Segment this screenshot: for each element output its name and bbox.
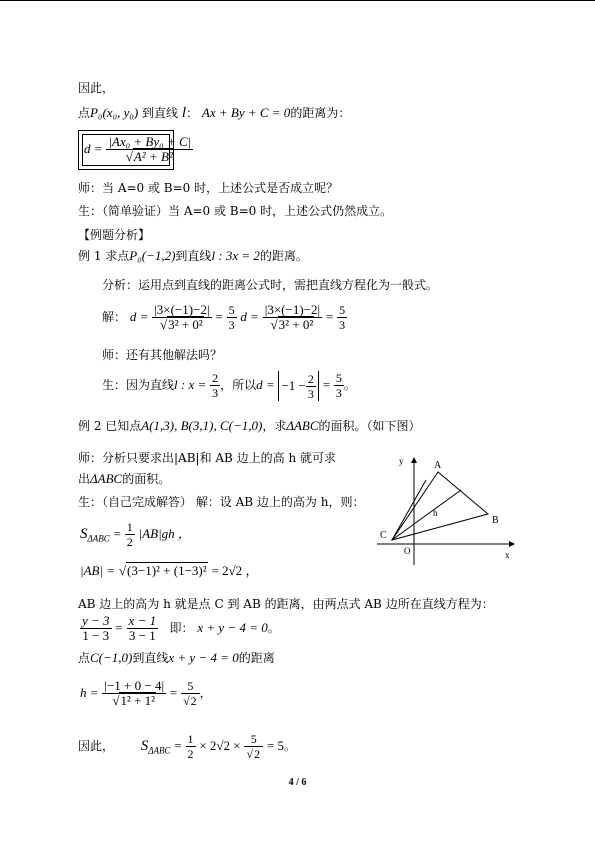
therefore-text: 因此，: [78, 81, 115, 95]
area-half-den: 2: [126, 535, 133, 549]
ex2-points: A(1,3), B(3,1), C(−1,0): [141, 418, 263, 433]
distance-formula: [84, 134, 193, 164]
sol1b-denominator: 3² + 0²: [278, 317, 314, 332]
alt-d: d =: [256, 377, 275, 392]
formula-denominator: A² + B²: [133, 149, 173, 164]
distance-is: 的距离为：: [290, 106, 351, 120]
alt-frac-den: 3: [212, 386, 219, 400]
point-p0: P₀(x₀, y₀): [90, 105, 139, 120]
final-equals: =: [174, 738, 182, 753]
ta2-suffix: 的面积。: [122, 472, 171, 486]
so-text: ，所以: [220, 378, 257, 392]
triangle-figure: [372, 450, 522, 570]
h-res-num: 5: [181, 679, 200, 694]
solution-label: 解：: [102, 310, 127, 324]
final-end: = 5: [266, 738, 284, 753]
area-formula: [80, 518, 191, 554]
tp-num-left: y − 3: [82, 613, 110, 628]
sol1b-numerator: |3×(−1)−2|: [264, 302, 321, 317]
ab-radicand: (3−1)² + (1−3)²: [127, 563, 207, 578]
point-word: 点: [78, 106, 91, 120]
to-line-word: 到直线: [142, 106, 179, 120]
ta2-prefix: 出: [78, 472, 91, 486]
ex1-suffix: 的距离。: [259, 249, 308, 263]
area-sub: ΔABC: [87, 533, 110, 544]
area-equals: =: [113, 526, 121, 541]
sol1b-result-num: 5: [339, 303, 346, 317]
because-text: 生：因为直线: [102, 378, 175, 392]
formula-fraction: $\frac{\text{|Ax₀ + By₀ + C|}}{\text{√A² + B²}}$: [108, 134, 192, 164]
label-c: C: [380, 530, 387, 541]
alt-result-den: 3: [335, 386, 342, 400]
header-rule: [0, 0, 595, 1]
namely-text: 即：: [169, 621, 194, 635]
ex2-triangle: ΔABC: [286, 418, 319, 433]
tp-period: 。: [267, 621, 280, 635]
height-line: [392, 490, 461, 540]
teacher-question: 师：当 A=0 或 B=0 时，上述公式是否成立呢？: [78, 181, 339, 195]
example-1: [78, 248, 308, 264]
label-x: x: [505, 550, 510, 560]
example-2: [78, 418, 421, 434]
sol1-result-den: 3: [228, 318, 235, 332]
page-number: 4 / 6: [288, 777, 307, 788]
teacher-analysis-2: [78, 471, 170, 487]
alt-abs-den: 3: [307, 386, 314, 401]
construction-line: [392, 480, 426, 540]
line-equation: Ax + By + C = 0: [201, 105, 291, 120]
final-half-den: 2: [187, 747, 194, 761]
h-formula: h = $\frac{|-1 + 0 - 4|}{\text{√1² + 1²}}$ = $\frac{5}{√2}$ ，: [80, 678, 212, 708]
tp-den-left: 1 − 3: [82, 628, 110, 643]
label-y: y: [399, 456, 404, 466]
formula-numerator: |Ax₀ + By₀ + C|: [108, 134, 192, 149]
student-alt-solution: [102, 368, 356, 402]
alt-abs-num: 2: [307, 371, 314, 386]
analysis-1: 分析：运用点到直线的距离公式时，需把直线方程化为一般式。: [102, 278, 439, 292]
sol1b-fraction: $\frac{|3\times(-1)-2|}{\text{√3² + 0²}}$: [264, 302, 321, 332]
ex1-prefix: 例 1 求点: [78, 249, 130, 263]
alt-result-num: 5: [335, 371, 342, 385]
label-a: A: [434, 460, 442, 471]
ab-lhs: |AB| =: [80, 563, 116, 578]
therefore-line: [78, 80, 114, 96]
area-half-num: 1: [126, 520, 133, 534]
ex2-suffix: 的面积。（如下图）: [318, 419, 421, 433]
tp-line: x + y − 4 = 0: [197, 620, 268, 635]
sol1-result-num: 5: [228, 303, 235, 317]
sol1b-d: d =: [240, 309, 259, 324]
example-heading: 【例题分析】: [78, 228, 151, 242]
h-numerator: |−1 + 0 − 4|: [104, 678, 165, 693]
ex2-mid: ，求: [262, 419, 287, 433]
two-point-form: [80, 612, 280, 644]
tp-den-right: 3 − 1: [128, 628, 156, 643]
alt-period: 。: [343, 378, 356, 392]
student-self: 生：（自己完成解答） 解：设 AB 边上的高为 h，则：: [78, 495, 365, 509]
alt-abs-text: −1 −: [281, 377, 306, 393]
ex1-line: l : 3x = 2: [211, 248, 260, 263]
pc-mid: 到直线: [132, 651, 169, 665]
sol1-d: d =: [129, 309, 149, 324]
final-mid: × 2√2 ×: [199, 738, 241, 753]
h-fraction: $\frac{|-1 + 0 - 4|}{\text{√1² + 1²}}$: [104, 678, 165, 708]
sol1-numerator: |3×(−1)−2|: [154, 302, 210, 317]
final-frac-den: 2: [254, 747, 261, 761]
final-half-num: 1: [187, 732, 194, 746]
solution-1: [102, 300, 347, 334]
sol1b-result-den: 3: [339, 318, 346, 332]
line-l: l: [181, 105, 187, 121]
label-h: h: [433, 508, 438, 518]
ab-result: = 2√2 ，: [211, 563, 259, 578]
tp-equals: =: [115, 620, 123, 635]
sol1-equals: =: [215, 309, 223, 324]
h-res-den: 2: [190, 694, 197, 708]
area-final: 因此， $S_{\Delta ABC}$ = $\frac{1}{2}$ × 2√2 × $\frac{5}{√2}$ = 5。: [78, 732, 296, 761]
point-c-line: [78, 650, 275, 666]
label-b: B: [492, 515, 499, 526]
pc-line: x + y − 4 = 0: [168, 650, 239, 665]
tp-num-right: x − 1: [128, 613, 157, 628]
alt-frac-num: 2: [212, 371, 219, 385]
pc-prefix: 点: [78, 651, 91, 665]
alt-abs: [278, 371, 318, 401]
sol1-denominator: 3² + 0²: [168, 317, 203, 332]
ex1-to-line: 到直线: [175, 249, 212, 263]
ex1-point: P₀(−1,2): [129, 248, 176, 263]
h-denominator: 1² + 1²: [120, 693, 156, 708]
h-comma: ，: [199, 686, 212, 700]
final-period: 。: [283, 739, 296, 753]
sol1b-equals: =: [325, 309, 334, 324]
final-s: S: [140, 738, 149, 754]
ab-length: |AB| = √(3−1)² + (1−3)² = 2√2 ，: [80, 563, 259, 578]
alt-line: l : x =: [174, 377, 207, 392]
h-equals: =: [169, 685, 178, 700]
area-s: S: [80, 526, 88, 542]
final-frac-num: 5: [244, 732, 263, 747]
formula-lhs: d =: [84, 141, 103, 156]
teacher-analysis: 师：分析只要求出|AB|和 AB 边上的高 h 就可求: [78, 451, 337, 465]
therefore2-text: 因此，: [78, 739, 115, 753]
area-rhs: |AB|gh ，: [138, 526, 191, 541]
ta2-triangle: ΔABC: [90, 471, 123, 486]
alt-equals: =: [322, 377, 331, 392]
teacher-other-method: 师：还有其他解法吗？: [102, 348, 223, 362]
distance-statement: 点P₀(x₀, y₀) 到直线 l： Ax + By + C = 0的距离为：: [78, 105, 351, 121]
h-lhs: h =: [80, 685, 99, 700]
height-description: AB 边上的高为 h 就是点 C 到 AB 的距离，由两点式 AB 边所在直线方程为：: [78, 597, 494, 611]
pc-suffix: 的距离: [238, 651, 275, 665]
final-sub: ΔABC: [148, 745, 171, 756]
label-o: O: [404, 546, 411, 556]
student-answer: 生：（简单验证）当 A=0 或 B=0 时，上述公式仍然成立。: [78, 204, 393, 218]
pc-point: C(−1,0): [90, 650, 133, 665]
ex2-prefix: 例 2 已知点: [78, 419, 142, 433]
sol1-fraction: $\frac{|3\times(-1)-2|}{\text{√3² + 0²}}$: [154, 302, 210, 332]
